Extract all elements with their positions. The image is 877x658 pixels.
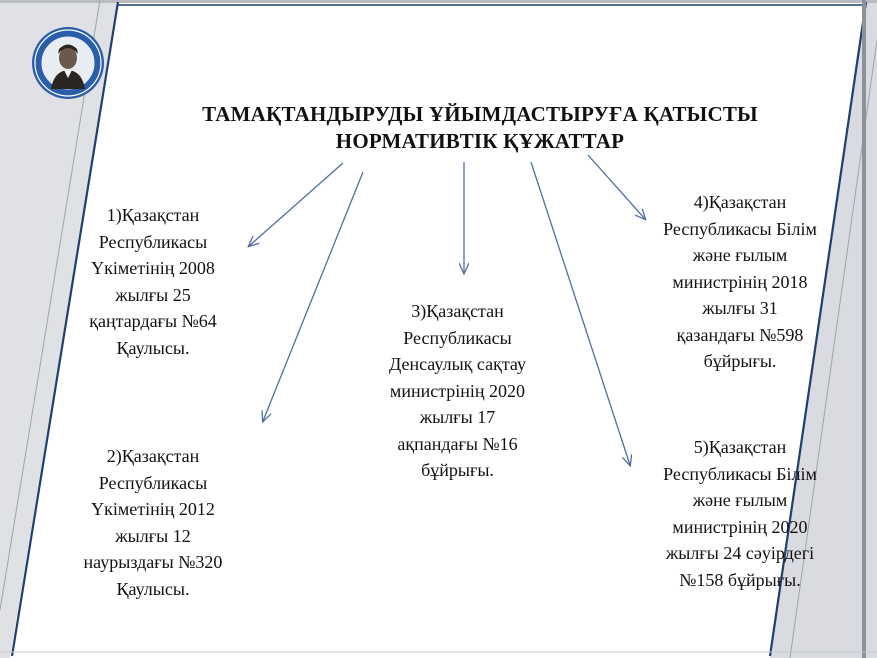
document-3-line: Республикасы [403,327,512,348]
document-2-line: Қаулысы. [116,578,190,599]
document-3-line: бұйрығы. [421,460,494,480]
document-4-line: Республикасы Білім [663,218,817,239]
document-5-line: және ғылым [692,490,788,510]
document-4 [635,189,845,375]
document-5-line: жылғы 24 сәуірдегі [665,543,815,563]
document-4-line: жылғы 31 [702,298,778,318]
document-2-line: Республикасы [98,472,208,493]
document-2-line: 2)Қазақстан [106,446,200,466]
document-5 [635,434,845,593]
document-4-line: министрінің 2018 [672,271,808,292]
document-2-line: наурыздағы №320 [83,552,223,572]
document-3 [355,298,560,484]
page-title [150,101,810,155]
arrow-to-doc-2 [263,172,363,421]
document-2-line: жылғы 12 [115,525,191,546]
document-4-line: бұйрығы. [703,351,777,371]
document-3-line: жылғы 17 [419,407,496,427]
document-4-line: және ғылым [692,245,788,265]
document-2 [48,443,258,602]
document-5-line: Республикасы Білім [663,463,817,484]
document-1-line: жылғы 25 [115,284,191,305]
top-band [0,0,877,3]
title-line-1: ТАМАҚТАНДЫРУДЫ ҰЙЫМДАСТЫРУҒА ҚАТЫСТЫ [202,102,758,126]
document-5-line: №158 бұйрығы. [679,569,801,590]
document-1-line: 1)Қазақстан [106,205,200,225]
document-2-line: Үкіметінің 2012 [91,499,215,519]
document-3-line: Денсаулық сақтау [388,354,527,374]
document-1 [48,202,258,361]
document-1-line: Қаулысы. [116,337,190,358]
document-1-line: Үкіметінің 2008 [91,258,215,278]
document-4-line: 4)Қазақстан [693,192,787,212]
document-5-line: министрінің 2020 [672,516,808,537]
title-line-2: НОРМАТИВТІК ҚҰЖАТТАР [335,129,625,153]
arrow-to-doc-1 [249,163,343,246]
document-3-line: министрінің 2020 [389,380,526,401]
portrait-medallion-icon [31,26,105,100]
document-3-line: 3)Қазақстан [411,301,504,321]
document-4-line: қазандағы №598 [676,324,804,345]
right-edge-bar [862,0,866,658]
document-3-line: ақпандағы №16 [397,433,518,454]
document-1-line: қаңтардағы №64 [89,311,217,331]
document-5-line: 5)Қазақстан [693,437,787,457]
document-1-line: Республикасы [98,231,208,252]
